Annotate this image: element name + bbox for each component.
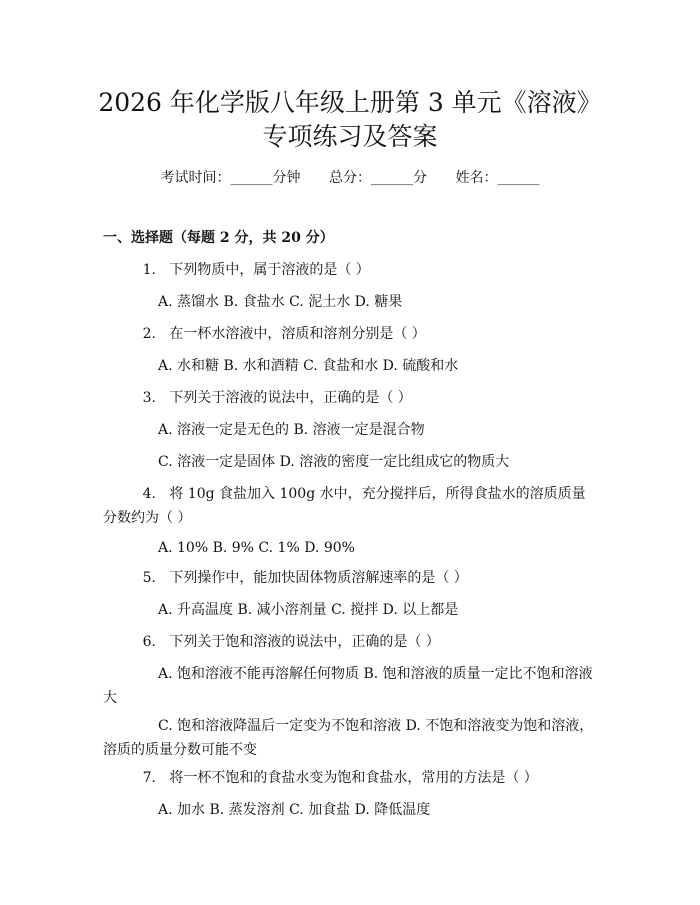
question-2-options: A. 水和糖 B. 水和酒精 C. 食盐和水 D. 硫酸和水 xyxy=(158,358,459,374)
question-7-options: A. 加水 B. 蒸发溶剂 C. 加食盐 D. 降低温度 xyxy=(158,802,431,818)
question-4-options: A. 10% B. 9% C. 1% D. 90% xyxy=(158,540,355,556)
question-6 xyxy=(103,630,598,654)
question-4 xyxy=(103,482,598,530)
exam-name: 姓名：______ xyxy=(455,170,540,186)
question-3-options-1: A. 溶液一定是无色的 B. 溶液一定是混合物 xyxy=(158,422,425,438)
question-6-options-2: C. 饱和溶液降温后一定变为不饱和溶液 D. 不饱和溶液变为饱和溶液，溶质的质量分数可能不变 xyxy=(103,718,594,758)
question-6-options-1: A. 饱和溶液不能再溶解任何物质 B. 饱和溶液的质量一定比不饱和溶液大 xyxy=(103,666,593,706)
question-5 xyxy=(103,566,598,590)
section-heading: 一、选择题（每题 2 分，共 20 分） xyxy=(103,230,334,246)
question-text: 下列操作中，能加快固体物质溶解速率的是（ ） xyxy=(169,570,468,586)
question-text: 下列关于饱和溶液的说法中，正确的是（ ） xyxy=(169,634,440,650)
exam-score: 总分：______分 xyxy=(329,170,427,186)
question-number: 2. xyxy=(142,326,156,342)
question-2 xyxy=(103,322,598,346)
exam-meta xyxy=(0,168,700,188)
document-title-line2: 专项练习及答案 xyxy=(262,122,438,151)
question-number: 6. xyxy=(142,634,156,650)
question-text: 下列物质中，属于溶液的是（ ） xyxy=(169,262,370,278)
question-3 xyxy=(103,386,598,410)
question-text: 将一杯不饱和的食盐水变为饱和食盐水，常用的方法是（ ） xyxy=(169,770,538,786)
question-number: 1. xyxy=(142,262,156,278)
question-text: 下列关于溶液的说法中，正确的是（ ） xyxy=(169,390,412,406)
question-7 xyxy=(103,766,598,790)
question-text: 将 10g 食盐加入 100g 水中，充分搅拌后，所得食盐水的溶质质量分数约为（ ） xyxy=(103,486,586,526)
question-1-options: A. 蒸馏水 B. 食盐水 C. 泥土水 D. 糖果 xyxy=(158,294,403,310)
question-text: 在一杯水溶液中，溶质和溶剂分别是（ ） xyxy=(169,326,426,342)
question-number: 3. xyxy=(142,390,156,406)
question-5-options: A. 升高温度 B. 减小溶剂量 C. 搅拌 D. 以上都是 xyxy=(158,602,459,618)
question-number: 7. xyxy=(142,770,156,786)
document-title-line1: 2026 年化学版八年级上册第 3 单元《溶液》 xyxy=(98,88,602,117)
exam-time: 考试时间：______分钟 xyxy=(160,170,301,186)
question-1 xyxy=(103,258,598,282)
question-number: 4. xyxy=(142,486,156,502)
question-number: 5. xyxy=(142,570,156,586)
question-3-options-2: C. 溶液一定是固体 D. 溶液的密度一定比组成它的物质大 xyxy=(158,454,510,470)
